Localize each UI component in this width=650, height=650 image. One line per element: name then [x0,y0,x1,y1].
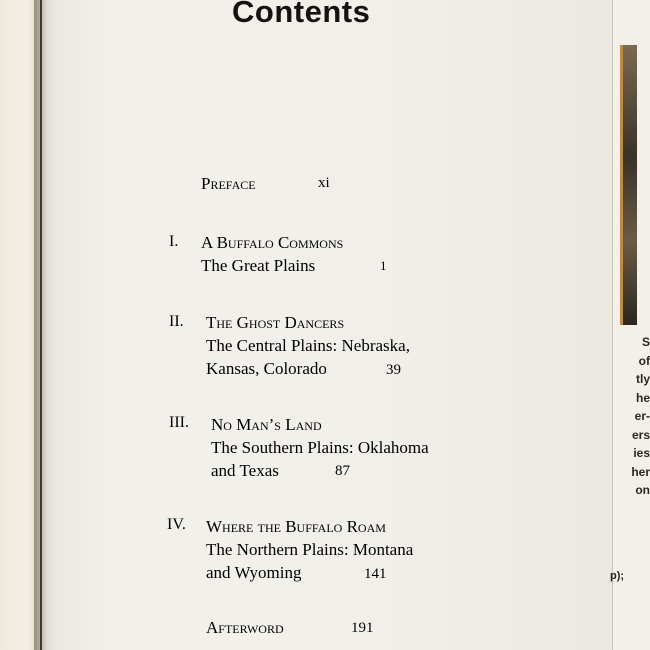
adjacent-text-line: on [635,483,650,497]
page-title: Contents [232,0,371,29]
adjacent-text-line: her [631,464,650,479]
toc-heading-4: Where the Buffalo Roam [206,517,386,536]
toc-numeral-2: II. [169,313,184,330]
toc-subtitle-2-line-2: Kansas, Colorado [206,359,327,378]
toc-heading-preface: Preface [201,174,256,193]
toc-subtitle-3-line-2: and Texas [211,461,279,480]
toc-subtitle-3-line-1: The Southern Plains: Oklahoma [211,438,429,457]
adjacent-text-line: ers [631,427,650,442]
adjacent-text-line: er- [634,409,650,423]
toc-heading-1: A Buffalo Commons [201,233,344,252]
toc-page-1: 1 [380,258,387,273]
toc-page-2: 39 [386,362,401,378]
toc-subtitle-4-line-2: and Wyoming [206,563,302,582]
toc-numeral-4: IV. [167,516,186,533]
adjacent-text-line: S [641,335,650,349]
toc-subtitle-4-line-1: The Northern Plains: Montana [206,540,414,559]
toc-heading-afterword: Afterword [206,618,284,637]
toc-page-4: 141 [364,566,387,582]
toc-heading-2: The Ghost Dancers [206,313,345,332]
toc-heading-3: No Man’s Land [211,415,322,434]
toc-numeral-1: I. [169,233,179,250]
adjacent-text-line: he [635,390,650,405]
toc-subtitle-2-line-1: The Central Plains: Nebraska, [206,336,410,355]
adjacent-text-line: tly [635,372,650,386]
toc-page-3: 87 [335,463,350,479]
adjacent-text-line: of [638,353,650,368]
adjacent-book-text [622,333,650,500]
book-gutter-shadow [34,0,56,650]
adjacent-text-line: ies [633,446,650,460]
toc-numeral-3: III. [169,414,189,431]
toc-subtitle-1: The Great Plains [201,256,316,275]
adjacent-book-photo [620,45,637,325]
adjacent-text-footer: p); [610,570,625,582]
toc-page-preface: xi [318,175,330,191]
toc-page-afterword: 191 [351,620,374,636]
